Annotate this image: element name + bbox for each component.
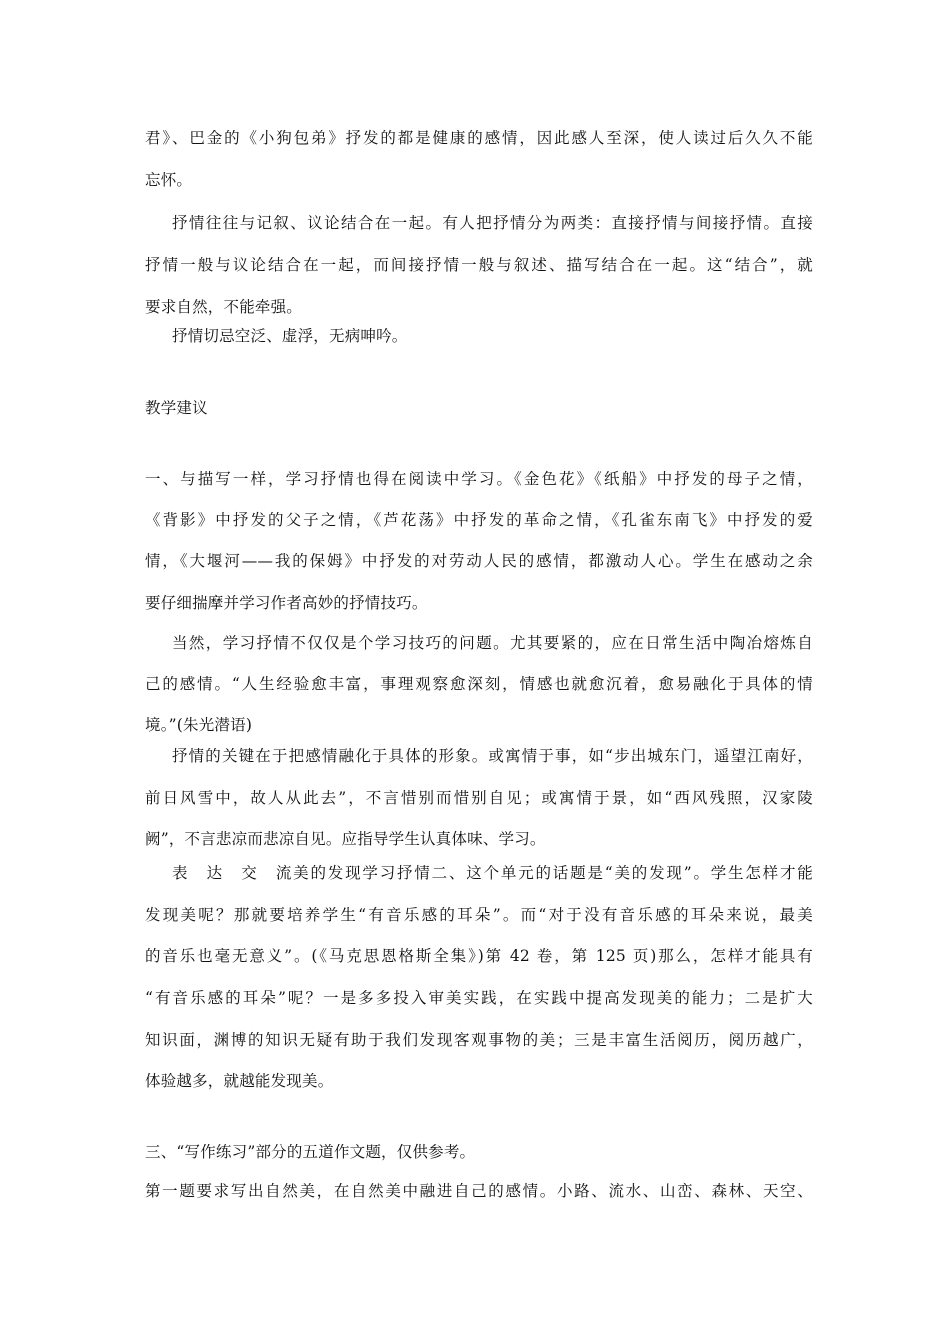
text-line: 当然，学习抒情不仅仅是个学习技巧的问题。尤其要紧的，应在日常生活中陶冶熔炼自 [172,634,813,652]
text-line: 发现美呢？那就要培养学生“有音乐感的耳朵”。而“对于没有音乐感的耳朵来说，最美 [145,906,813,924]
text-line: 阙”，不言悲凉而悲凉自见。应指导学生认真体味、学习。 [145,830,546,848]
text-line: 前日风雪中，故人从此去”，不言惜别而惜别自见；或寓情于景，如“西风残照，汉家陵 [145,789,813,807]
text-line: 君》、巴金的《小狗包弟》抒发的都是健康的感情，因此感人至深，使人读过后久久不能 [145,129,813,147]
text-line: 《背影》中抒发的父子之情，《芦花荡》中抒发的革命之情，《孔雀东南飞》中抒发的爱 [145,511,813,529]
text-line: 境。”(朱光潜语) [145,716,253,734]
text-line: 一、与描写一样，学习抒情也得在阅读中学习。《金色花》《纸船》中抒发的母子之情， [145,470,813,488]
text-line: 抒情往往与记叙、议论结合在一起。有人把抒情分为两类：直接抒情与间接抒情。直接 [172,214,813,232]
text-line: 的音乐也毫无意义”。(《马克思恩格斯全集》)第 42 卷，第 125 页)那么，怎样才能具有 [145,947,813,965]
text-line: 抒情一般与议论结合在一起，而间接抒情一般与叙述、描写结合在一起。这“结合”，就 [145,256,813,274]
text-line: 抒情的关键在于把感情融化于具体的形象。或寓情于事，如“步出城东门，遥望江南好， [172,747,813,765]
text-line: 忘怀。 [145,171,193,189]
text-line: 三、“写作练习”部分的五道作文题，仅供参考。 [145,1143,476,1161]
section-heading: 教学建议 [145,399,208,417]
text-line: 表 达 交 流美的发现学习抒情二、这个单元的话题是“美的发现”。学生怎样才能 [172,864,813,882]
text-line: 体验越多，就越能发现美。 [145,1072,334,1090]
text-line: 抒情切忌空泛、虚浮，无病呻吟。 [172,327,408,345]
text-line: 要仔细揣摩并学习作者高妙的抒情技巧。 [145,594,428,612]
text-line: 第一题要求写出自然美，在自然美中融进自己的感情。小路、流水、山峦、森林、天空、 [145,1182,813,1200]
text-line: 要求自然，不能牵强。 [145,298,303,316]
text-line: “有音乐感的耳朵”呢？一是多多投入审美实践，在实践中提高发现美的能力；二是扩大 [145,989,813,1007]
text-line: 情，《大堰河——我的保姆》中抒发的对劳动人民的感情，都激动人心。学生在感动之余 [145,552,813,570]
text-line: 己的感情。“人生经验愈丰富，事理观察愈深刻，情感也就愈沉着，愈易融化于具体的情 [145,675,813,693]
text-line: 知识面，渊博的知识无疑有助于我们发现客观事物的美；三是丰富生活阅历，阅历越广， [145,1031,813,1049]
